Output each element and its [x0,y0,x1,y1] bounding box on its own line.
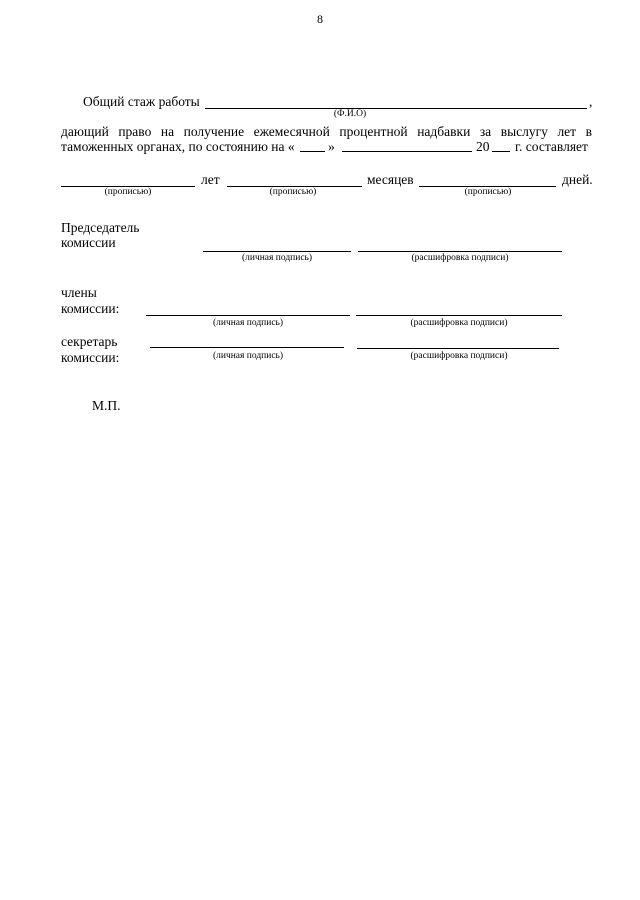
secretary-signature-caption: (личная подпись) [212,351,284,361]
members-label-2: комиссии: [61,301,120,316]
chairman-signature-caption: (личная подпись) [241,253,313,263]
stazh-line2: дающий право на получение ежемесячной процентной надбавки за выслугу лет в [61,124,592,139]
days-caption: (прописью) [464,187,512,197]
year-line [492,151,510,152]
years-caption: (прописью) [104,187,152,197]
secretary-label-1: секретарь [61,334,118,349]
months-caption: (прописью) [269,187,317,197]
secretary-decoding-caption: (расшифровка подписи) [410,351,508,361]
months-label: месяцев [367,172,414,187]
stazh-label: Общий стаж работы [83,94,200,109]
day-line [300,151,325,152]
stazh-comma: , [589,94,593,109]
members-signature-line [146,315,350,316]
secretary-decoding-line [357,348,559,349]
members-decoding-caption: (расшифровка подписи) [410,318,508,328]
chairman-label-2: комиссии [61,235,116,250]
chairman-label-1: Председатель [61,220,140,235]
month-line [342,151,472,152]
chairman-signature-line [203,251,351,252]
chairman-decoding-caption: (расшифровка подписи) [411,253,509,263]
stazh-line3-suffix: г. составляет [515,139,588,154]
members-label-1: члены [61,285,97,300]
members-signature-caption: (личная подпись) [212,318,284,328]
page-number: 8 [317,12,323,26]
days-label: дней. [562,172,593,187]
chairman-decoding-line [358,251,562,252]
secretary-label-2: комиссии: [61,350,120,365]
years-label: лет [201,172,220,187]
stazh-line3-mid: » [328,139,335,154]
fio-caption: (Ф.И.О) [333,109,367,119]
stamp-label: М.П. [92,398,121,413]
stazh-year: 20 [476,139,490,154]
members-decoding-line [356,315,562,316]
stazh-line3-prefix: таможенных органах, по состоянию на « [61,139,295,154]
secretary-signature-line [150,347,344,348]
